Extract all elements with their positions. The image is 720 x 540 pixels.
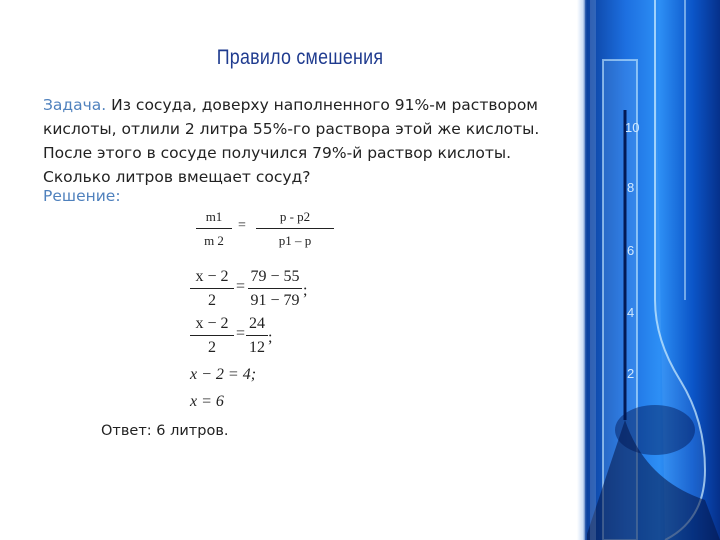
lab-glassware-photo	[585, 0, 720, 540]
problem-body: Из сосуда, доверху наполненного 91%-м раствором кислоты, отлили 2 литра 55%-го раствора этой же кислоты. После этого в сосуде получился 79%-й раствор кислоты. Сколько литров вмещает сосуд?	[43, 96, 540, 186]
scale-number: 4	[627, 305, 635, 320]
step2-left-fraction	[190, 315, 234, 357]
step1-right-fraction	[248, 268, 302, 310]
scale-number: 2	[627, 366, 635, 381]
step-numerator: x − 2	[190, 268, 234, 289]
step1-left-fraction	[190, 268, 234, 310]
step1-equals: =	[236, 278, 246, 295]
answer-text: Ответ: 6 литров.	[101, 423, 229, 439]
formula-left-fraction	[196, 208, 232, 250]
formula-denominator: p1 – p	[278, 233, 312, 248]
step2-semicolon: ;	[268, 329, 273, 346]
step4-equation: x = 6	[190, 393, 224, 410]
slide-title: Правило смешения	[216, 46, 384, 69]
formula-equals: =	[238, 218, 246, 233]
step3-equation: x − 2 = 4;	[190, 366, 257, 383]
step2-equals: =	[236, 325, 246, 342]
photo-edge-fade	[577, 0, 587, 540]
scale-number: 8	[627, 180, 635, 195]
step-denominator: 2	[208, 339, 216, 356]
step-denominator: 91 − 79	[250, 292, 300, 309]
formula-denominator: m 2	[204, 233, 224, 248]
step-numerator: 24	[246, 315, 268, 336]
scale-number: 10	[625, 120, 640, 135]
formula-right-fraction	[256, 208, 334, 250]
step-numerator: 79 − 55	[248, 268, 302, 289]
formula-numerator: p - p2	[256, 208, 334, 229]
step-denominator: 2	[208, 292, 216, 309]
step2-right-fraction	[246, 315, 268, 357]
step-numerator: x − 2	[190, 315, 234, 336]
glassware-illustration	[585, 0, 720, 540]
step1-semicolon: ;	[303, 282, 308, 299]
solution-label: Решение:	[43, 187, 121, 205]
step-denominator: 12	[249, 339, 265, 356]
formula-numerator: m1	[196, 208, 232, 229]
problem-text	[43, 93, 563, 189]
scale-number: 6	[627, 243, 635, 258]
problem-label: Задача.	[43, 96, 107, 114]
